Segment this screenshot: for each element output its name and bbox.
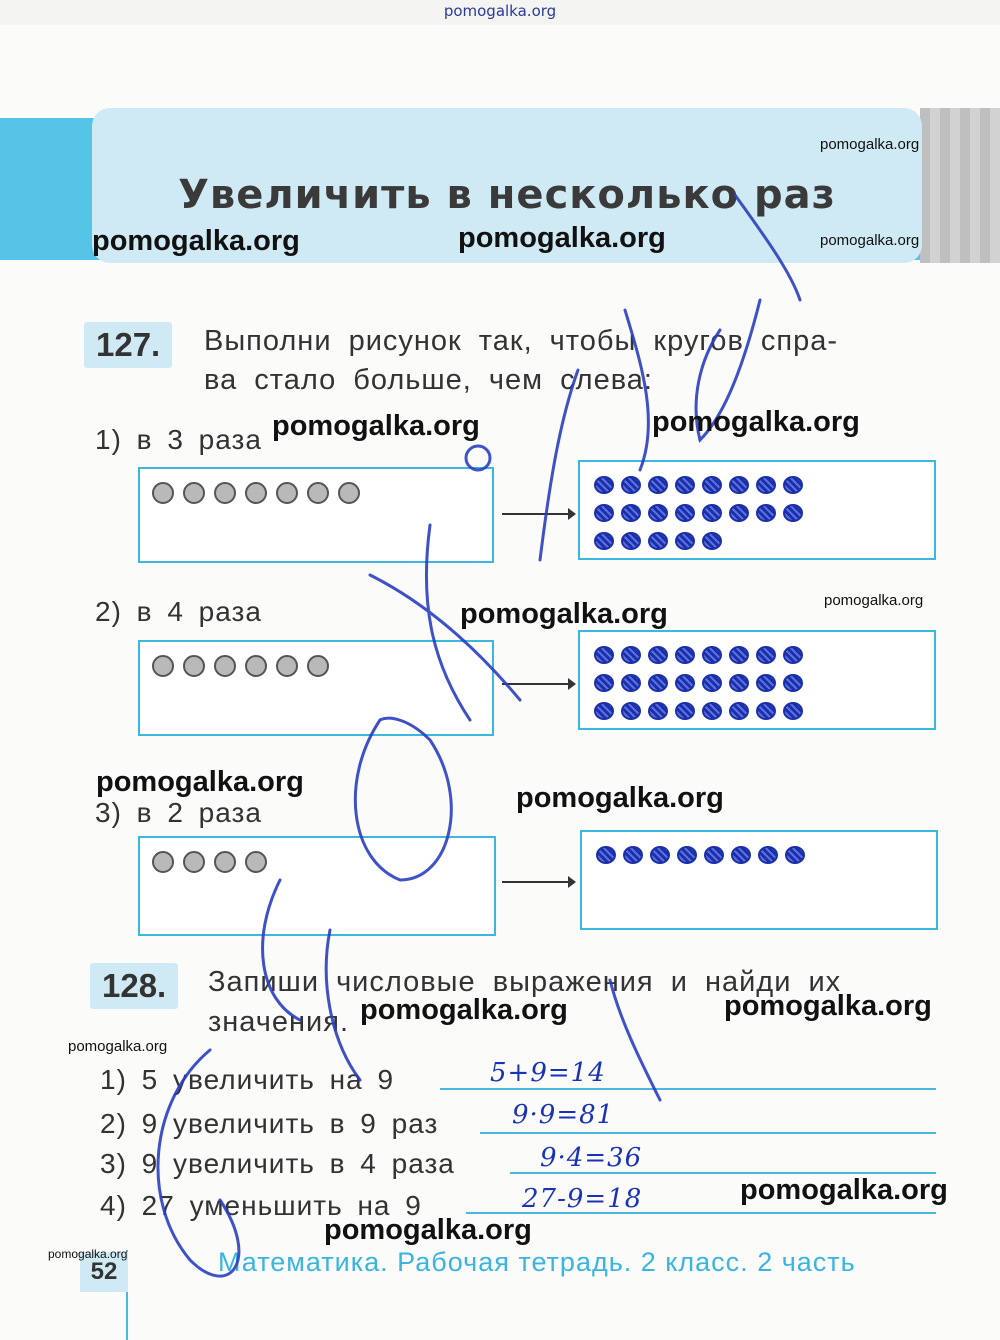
watermark: pomogalka.org xyxy=(360,994,568,1026)
watermark: pomogalka.org xyxy=(460,598,668,630)
watermark: pomogalka.org xyxy=(820,136,920,153)
task-128-item-3-label: 3) 9 увеличить в 4 раза xyxy=(100,1148,455,1179)
handwritten-answer-4: 27-9=18 xyxy=(522,1184,643,1214)
task-127-item-1-label: 1) в 3 раза xyxy=(95,424,262,455)
watermark: pomogalka.org xyxy=(458,222,666,254)
section-title: Увеличить в несколько раз xyxy=(178,172,836,218)
task-127-item-2-label: 2) в 4 раза xyxy=(95,596,262,627)
handwritten-answer-2: 9·9=81 xyxy=(512,1100,615,1130)
task-127-text-line1: Выполни рисунок так, чтобы кругов спра- xyxy=(204,325,839,357)
page-number: 52 xyxy=(80,1252,128,1292)
task-128-number: 128. xyxy=(90,963,178,1009)
book-title-footer: Математика. Рабочая тетрадь. 2 класс. 2 часть xyxy=(218,1247,856,1277)
watermark: pomogalka.org xyxy=(96,766,304,798)
watermark: pomogalka.org xyxy=(824,592,924,609)
handwritten-answer-1: 5+9=14 xyxy=(490,1058,606,1088)
watermark: pomogalka.org xyxy=(740,1174,948,1206)
task-128-text-line1: Запиши числовые выражения и найди их xyxy=(208,966,842,998)
task-128-text-line2: значения. xyxy=(208,1006,350,1038)
task-128-item-4-label: 4) 27 уменьшить на 9 xyxy=(100,1190,422,1221)
task-128-item-1-label: 1) 5 увеличить на 9 xyxy=(100,1064,395,1095)
task-127-number: 127. xyxy=(84,322,172,368)
handwritten-answer-3: 9·4=36 xyxy=(540,1143,643,1173)
task-127-item-3-label: 3) в 2 раза xyxy=(95,797,262,828)
watermark: pomogalka.org xyxy=(48,1247,128,1261)
watermark: pomogalka.org xyxy=(324,1214,532,1246)
watermark: pomogalka.org xyxy=(68,1038,168,1055)
task-127-text-line2: ва стало больше, чем слева: xyxy=(204,364,653,396)
watermark: pomogalka.org xyxy=(516,782,724,814)
watermark: pomogalka.org xyxy=(652,406,860,438)
task-128-item-2-label: 2) 9 увеличить в 9 раз xyxy=(100,1108,439,1139)
watermark: pomogalka.org xyxy=(724,990,932,1022)
watermark: pomogalka.org xyxy=(272,410,480,442)
site-url-top[interactable]: pomogalka.org xyxy=(443,2,557,20)
watermark: pomogalka.org xyxy=(820,232,920,249)
watermark: pomogalka.org xyxy=(92,225,300,257)
